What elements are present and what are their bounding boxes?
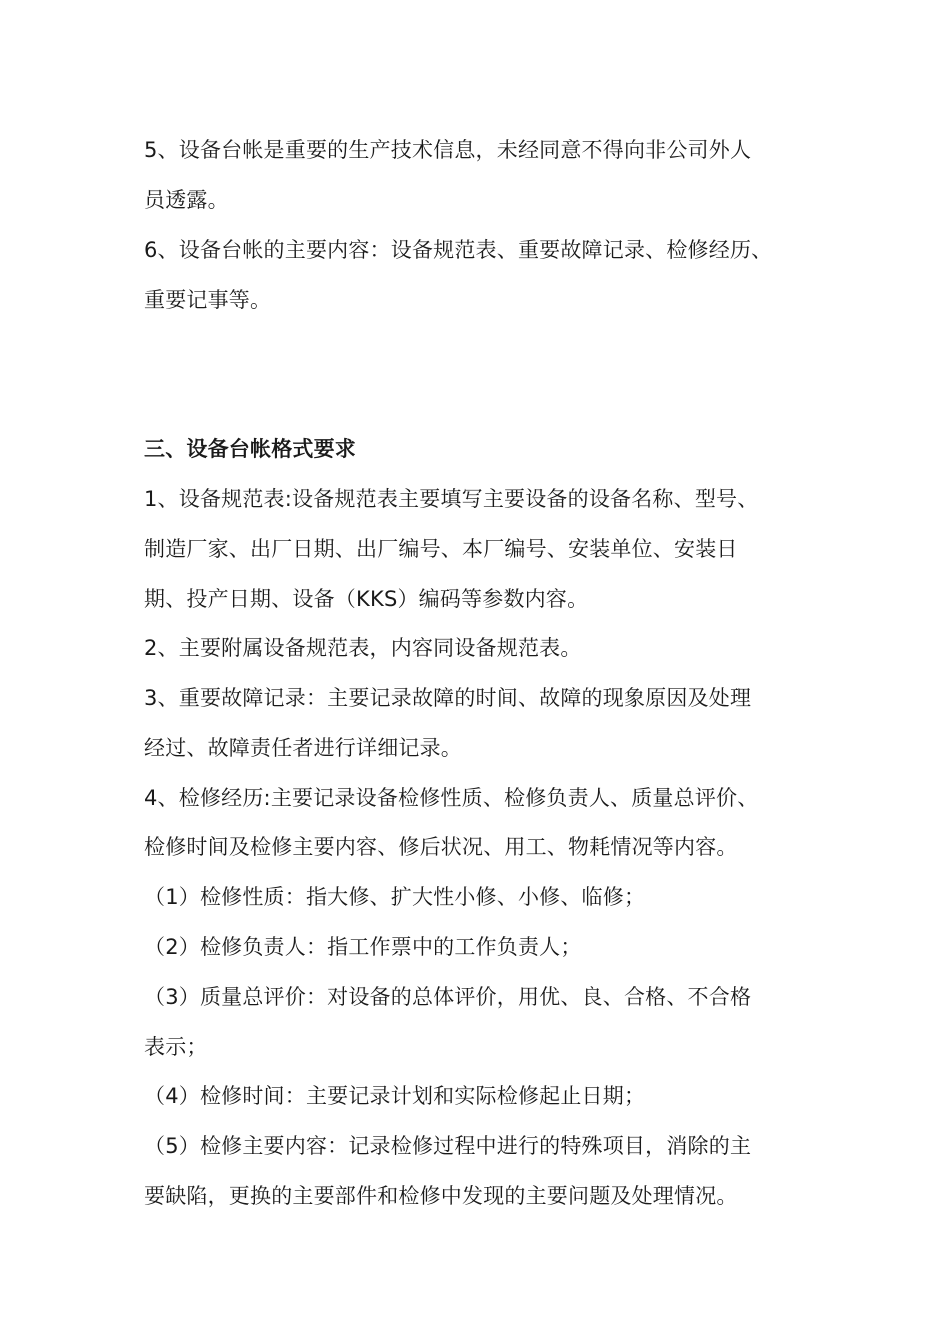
item-4-line-2: 检修时间及检修主要内容、修后状况、用工、物耗情况等内容。 [144,835,738,859]
item-1-line-3: 期、投产日期、设备（KKS）编码等参数内容。 [144,587,589,611]
item-6-line-2: 重要记事等。 [144,288,272,312]
section-3-heading: 三、设备台帐格式要求 [144,437,356,461]
item-6-line-1: 6、设备台帐的主要内容：设备规范表、重要故障记录、检修经历、 [144,238,773,262]
item-1-line-2: 制造厂家、出厂日期、出厂编号、本厂编号、安装单位、安装日 [144,537,738,561]
sub-item-5-line-2: 要缺陷，更换的主要部件和检修中发现的主要问题及处理情况。 [144,1184,738,1208]
item-2-line-1: 2、主要附属设备规范表，内容同设备规范表。 [144,636,582,660]
item-3-line-1: 3、重要故障记录：主要记录故障的时间、故障的现象原因及处理 [144,686,752,710]
item-5-line-1: 5、设备台帐是重要的生产技术信息，未经同意不得向非公司外人 [144,138,752,162]
sub-item-3-line-1: （3）质量总评价：对设备的总体评价，用优、良、合格、不合格 [144,985,752,1009]
item-4-line-1: 4、检修经历:主要记录设备检修性质、检修负责人、质量总评价、 [144,786,759,810]
sub-item-2-line-1: （2）检修负责人：指工作票中的工作负责人； [144,935,582,959]
item-5-line-2: 员透露。 [144,188,229,212]
item-3-line-2: 经过、故障责任者进行详细记录。 [144,736,462,760]
sub-item-4-line-1: （4）检修时间：主要记录计划和实际检修起止日期； [144,1084,646,1108]
sub-item-3-line-2: 表示； [144,1035,208,1059]
sub-item-1-line-1: （1）检修性质：指大修、扩大性小修、小修、临修； [144,885,646,909]
item-1-line-1: 1、设备规范表:设备规范表主要填写主要设备的设备名称、型号、 [144,487,759,511]
sub-item-5-line-1: （5）检修主要内容：记录检修过程中进行的特殊项目，消除的主 [144,1134,752,1158]
